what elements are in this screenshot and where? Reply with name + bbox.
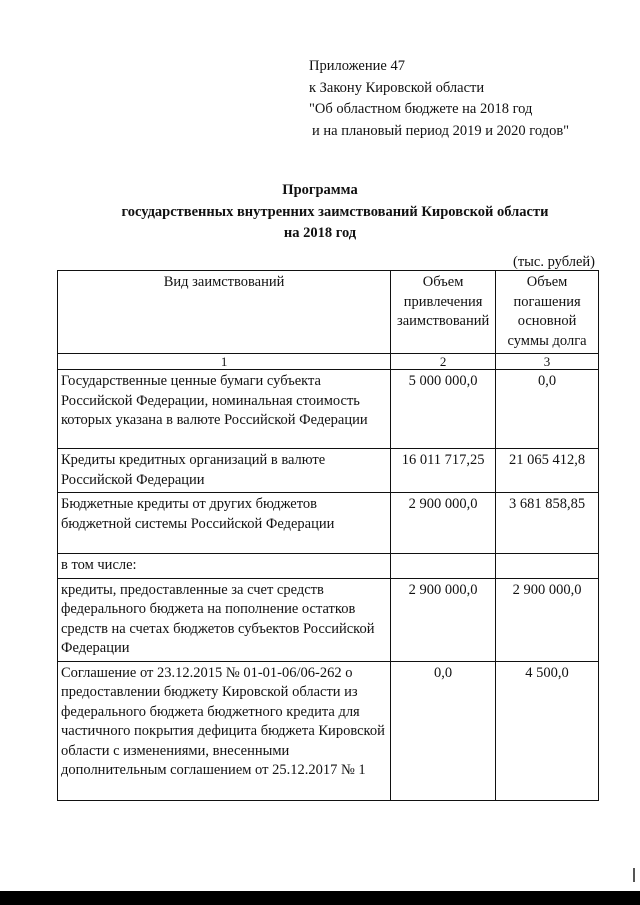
column-number: 1 [58, 354, 391, 370]
table-row [58, 449, 599, 493]
appendix-line-1: Приложение 47 [309, 58, 405, 74]
row-name: Государственные ценные бумаги субъекта Российской Федерации, номинальная стоимость которых указана в валюте Российской Федерации [58, 370, 391, 449]
column-number: 3 [496, 354, 599, 370]
table-row [58, 554, 599, 579]
row-attract-value [391, 554, 496, 579]
column-number-row [58, 354, 599, 370]
row-attract-value: 2 900 000,0 [391, 493, 496, 554]
appendix-line-2: к Закону Кировской области [309, 79, 485, 96]
header-attraction-volume: Объем привлечения заимствований [391, 271, 496, 354]
row-repay-value: 21 065 412,8 [496, 449, 599, 493]
header-repayment-volume: Объем погашения основной суммы долга [496, 271, 599, 354]
row-name: Соглашение от 23.12.2015 № 01-01-06/06-262 о предоставлении бюджету Кировской области из федерального бюджета бюджетного кредита для частичного покрытия дефицита бюджета Кировской области с изменениями, внесенными дополнительным соглашением от 25.12.2017 № 1 [58, 661, 391, 800]
row-repay-value: 2 900 000,0 [496, 578, 599, 661]
appendix-heading [309, 56, 569, 142]
table-row [58, 661, 599, 800]
scan-edge-mark [633, 868, 635, 882]
row-attract-value: 5 000 000,0 [391, 370, 496, 449]
row-attract-value: 0,0 [391, 661, 496, 800]
row-attract-value: 16 011 717,25 [391, 449, 496, 493]
title-line-1: Программа [282, 182, 358, 198]
table-row [58, 370, 599, 449]
title-line-2: государственных внутренних заимствований Кировской области [121, 203, 549, 220]
appendix-line-4: и на плановый период 2019 и 2020 годов" [312, 122, 570, 139]
scan-bottom-border [0, 891, 640, 905]
row-repay-value: 4 500,0 [496, 661, 599, 800]
title-line-3: на 2018 год [283, 225, 357, 241]
units-note: (тыс. рублей) [513, 254, 595, 270]
document-title [0, 180, 640, 245]
row-name: Кредиты кредитных организаций в валюте Российской Федерации [58, 449, 391, 493]
header-borrowing-type: Вид заимствований [58, 271, 391, 354]
row-repay-value: 0,0 [496, 370, 599, 449]
row-name: Бюджетные кредиты от других бюджетов бюджетной системы Российской Федерации [58, 493, 391, 554]
column-number: 2 [391, 354, 496, 370]
row-name: кредиты, предоставленные за счет средств федерального бюджета на пополнение остатков средств на счетах бюджетов субъектов Российской Федерации [58, 578, 391, 661]
table-row [58, 493, 599, 554]
appendix-line-3: "Об областном бюджете на 2018 год [309, 101, 533, 117]
row-attract-value: 2 900 000,0 [391, 578, 496, 661]
table-header-row [58, 271, 599, 354]
row-repay-value: 3 681 858,85 [496, 493, 599, 554]
table-row [58, 578, 599, 661]
row-repay-value [496, 554, 599, 579]
row-name: в том числе: [58, 554, 391, 579]
borrowing-program-table [57, 270, 599, 801]
